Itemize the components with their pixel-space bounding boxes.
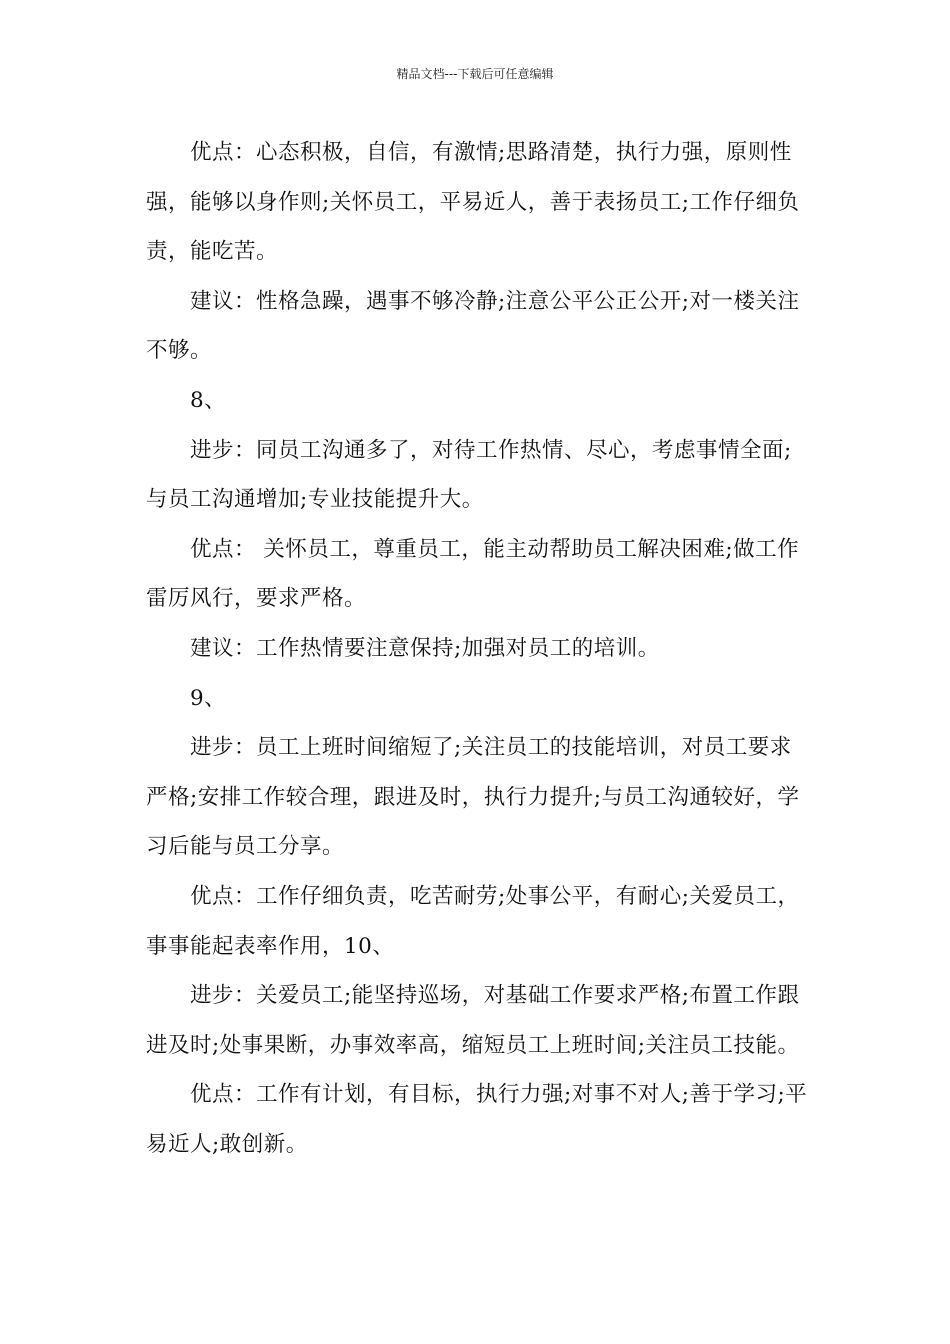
- paragraph-progress-9: 进步：员工上班时间缩短了;关注员工的技能培训，对员工要求严格;安排工作较合理，跟进及时，执行力提升;与员工沟通较好，学习后能与员工分享。: [146, 735, 800, 860]
- paragraph-advantages-9: 优点：工作仔细负责，吃苦耐劳;处事公平，有耐心;关爱员工，事事能起表率作用，10、: [146, 883, 800, 959]
- paragraph-advantages-7: 优点：心态积极，自信，有激情;思路清楚，执行力强，原则性强，能够以身作则;关怀员工，平易近人，善于表扬员工;工作仔细负责，能吃苦。: [146, 140, 800, 265]
- page-header: 精品文档---下载后可任意编辑: [396, 67, 554, 81]
- paragraph-progress-10: 进步：关爱员工;能坚持巡场，对基础工作要求严格;布置工作跟进及时;处事果断，办事效率高，缩短员工上班时间;关注员工技能。: [146, 983, 800, 1058]
- paragraph-progress-8: 进步：同员工沟通多了，对待工作热情、尽心，考虑事情全面;与员工沟通增加;专业技能提升大。: [146, 437, 792, 513]
- section-number-8: 8、: [190, 387, 227, 413]
- document-body: [146, 128, 808, 1169]
- paragraph-suggestions-7: 建议：性格急躁，遇事不够冷静;注意公平公正公开;对一楼关注不够。: [146, 288, 800, 364]
- paragraph-advantages-8: 优点： 关怀员工，尊重员工，能主动帮助员工解决困难;做工作雷厉风行，要求严格。: [146, 536, 800, 612]
- paragraph-suggestions-8: 建议：工作热情要注意保持;加强对员工的培训。: [190, 635, 660, 661]
- section-number-9: 9、: [190, 685, 227, 711]
- paragraph-advantages-10: 优点：工作有计划，有目标，执行力强;对事不对人;善于学习;平易近人;敢创新。: [146, 1082, 808, 1157]
